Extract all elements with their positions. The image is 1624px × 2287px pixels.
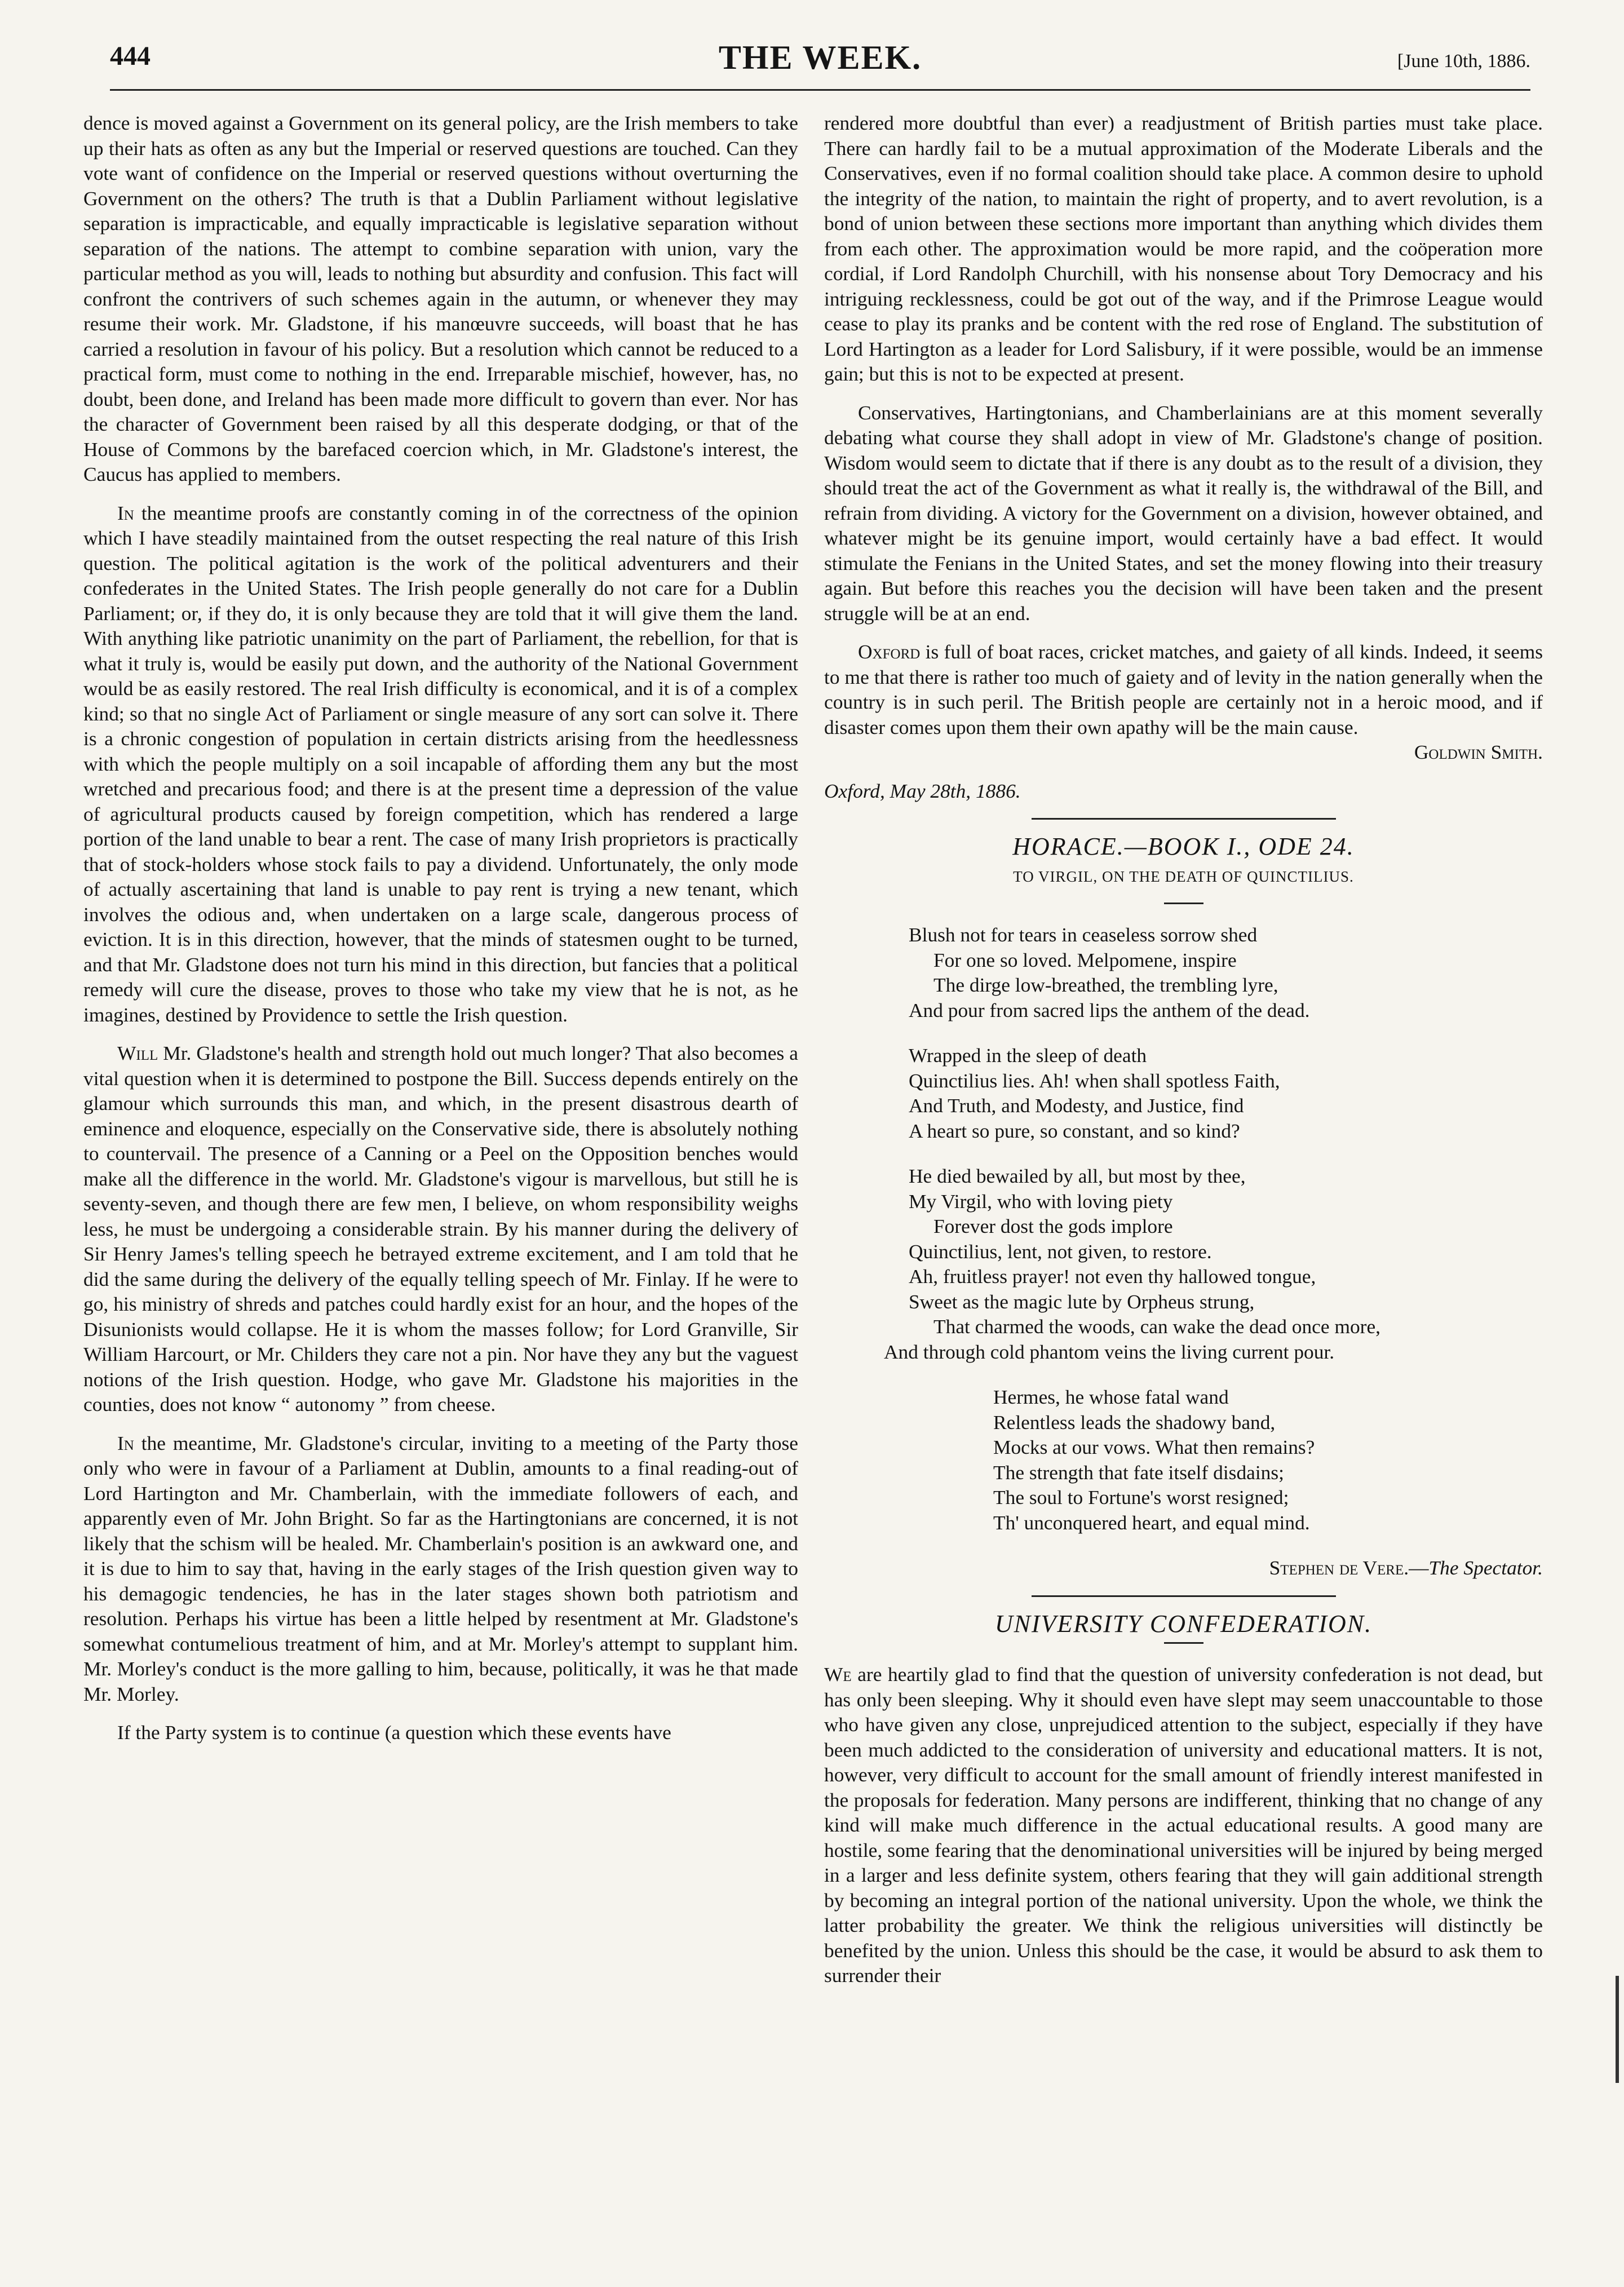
attribution-dash: — <box>1409 1556 1429 1579</box>
paragraph <box>824 1662 1543 1988</box>
dateline: Oxford, May 28th, 1886. <box>824 779 1021 802</box>
paragraph-text: are heartily glad to find that the question of university confederation is not dead, but has only been sleeping. Why it should even have slept may seem unaccountable to those who have given any close, unprejudiced attention to the subject, especially if they have been much addicted to the consideration of university and educational matters. It is not, however, very difficult to account for the small amount of friendly interest manifested in the proposals for federation. Many persons are indifferent, thinking that no change of any kind will make much difference in the actual educational results. A good many are hostile, some fearing that the denominational universities will be injured by being merged in a larger and less definite system, others fearing that they will gain additional strength by becoming an integral portion of the national university. Upon the whole, we think the latter probability the greater. We think the religious universities will distinctly be benefited by the union. Unless this should be the case, it would be absurd to ask them to surrender their <box>824 1663 1543 1987</box>
poem-line: Ah, fruitless prayer! not even thy hallowed tongue, <box>909 1265 1316 1288</box>
stanza <box>993 1384 1543 1535</box>
paragraph <box>83 501 798 1028</box>
poem-line: A heart so pure, so constant, and so kind? <box>909 1119 1240 1142</box>
poem-line: Sweet as the magic lute by Orpheus strung, <box>909 1290 1255 1313</box>
poem-title: HORACE.—BOOK I., ODE 24. <box>1012 833 1355 860</box>
section-divider <box>1032 818 1336 820</box>
paragraph <box>83 1431 798 1707</box>
poem-line: My Virgil, who with loving piety <box>909 1189 1173 1213</box>
author-signature: Goldwin Smith. <box>1414 741 1543 763</box>
issue-date: [June 10th, 1886. <box>1397 51 1530 72</box>
stanza <box>884 1164 1543 1364</box>
stanza <box>909 922 1543 1023</box>
short-divider <box>1164 1642 1203 1644</box>
poem-attribution <box>824 1555 1543 1581</box>
poem-line: He died bewailed by all, but most by thee, <box>909 1165 1246 1187</box>
paragraph-text: the meantime, Mr. Gladstone's circular, inviting to a meeting of the Party those only who were in favour of a Parliament at Dublin, amounts to a final reading-out of Lord Hartington and Mr. Chamberlain, with the immediate followers of each, and apparently even of Mr. John Bright. So far as the Hartingtonians are concerned, it is not likely that the schism will be healed. Mr. Chamberlain's position is an awkward one, and it is due to him to say that, having in the early stages of the Irish question given way to his demagogic tendencies, he has in the later stages shown both patriotism and resolution. Perhaps his virtue has been a little helped by resentment at Mr. Gladstone's somewhat contumelious treatment of him, and at Mr. Morley's attempt to supplant him. Mr. Morley's conduct is the more galling to him, because, politically, it was he that made Mr. Morley. <box>83 1431 798 1705</box>
section-title: UNIVERSITY CONFEDERATION. <box>994 1609 1373 1638</box>
poem-line: Forever dost the gods implore <box>933 1215 1173 1237</box>
paragraph <box>824 639 1543 740</box>
poem-line: Mocks at our vows. What then remains? <box>993 1436 1315 1458</box>
poem-line: The dirge low-breathed, the trembling lyre, <box>933 974 1278 996</box>
poem-line: Quinctilius lies. Ah! when shall spotless Faith, <box>909 1069 1280 1092</box>
poem-line: The strength that fate itself disdains; <box>993 1461 1284 1484</box>
publication-title: THE WEEK. <box>718 39 922 76</box>
poem-line: For one so loved. Melpomene, inspire <box>933 948 1237 971</box>
lead-word: Oxford <box>858 640 921 663</box>
paragraph <box>83 1041 798 1417</box>
section-divider <box>1032 1595 1336 1597</box>
poem-line: And through cold phantom veins the living current pour. <box>884 1340 1335 1363</box>
lead-word: In <box>117 501 134 524</box>
poem-line: Blush not for tears in ceaseless sorrow shed <box>909 923 1258 946</box>
poem-line: Wrapped in the sleep of death <box>909 1044 1147 1067</box>
paragraph: dence is moved against a Government on its general policy, are the Irish members to take up their hats as often as any but the Imperial or reserved questions are touched. Can they vote want of confidence on the Imperial or reserved questions without overturning the Government on the others? The truth is that a Dublin Parliament without legislative separation is impracticable, and equally impracticable is legislative separation without separation of the nations. The attempt to combine separation with union, vary the particular method as you will, leads to nothing but absurdity and confusion. This fact will confront the contrivers of such schemes again in the autumn, or whenever they may resume their work. Mr. Gladstone, if his manœuvre succeeds, will boast that he has carried a resolution in favour of his policy. But a resolution which cannot be reduced to a practical form, must come to nothing in the end. Irreparable mischief, however, has, no doubt, been done, and Ireland has been made more difficult to govern than ever. Nor has the character of Government been raised by all this desperate dodging, or that of the House of Commons by the barefaced coercion which, in Mr. Gladstone's interest, the Caucus has applied to members. <box>83 112 798 485</box>
poem-author: Stephen de Vere. <box>1269 1556 1409 1579</box>
poem-subtitle: TO VIRGIL, ON THE DEATH OF QUINCTILIUS. <box>1013 868 1354 885</box>
page-number: 444 <box>110 41 151 71</box>
poem-line: And pour from sacred lips the anthem of the dead. <box>909 998 1310 1021</box>
lead-word: We <box>824 1663 852 1686</box>
paragraph: Conservatives, Hartingtonians, and Chamberlainians are at this moment severally debating what course they shall adopt in view of Mr. Gladstone's change of position. Wisdom would seem to dictate that if there is any doubt as to the result of a division, they should treat the act of the Government as what it really is, the withdrawal of the Bill, and refrain from dividing. A victory for the Government on a division, however obtained, and whatever might be its genuine import, would certainly have a bad effect. It would stimulate the Fenians in the United States, and set the money flowing into their treasury again. But before this reaches you the decision will have been taken and the present struggle will be at an end. <box>824 401 1543 625</box>
paragraph: If the Party system is to continue (a question which these events have <box>117 1721 671 1744</box>
poem-line: Relentless leads the shadowy band, <box>993 1410 1276 1434</box>
margin-mark <box>1616 1976 1619 2083</box>
lead-word: In <box>117 1431 134 1454</box>
stanza <box>909 1043 1543 1143</box>
poem-line: That charmed the woods, can wake the dead once more, <box>933 1315 1381 1338</box>
poem-line: And Truth, and Modesty, and Justice, find <box>909 1094 1244 1117</box>
paragraph-text: the meantime proofs are constantly coming in of the correctness of the opinion which I have steadily maintained from the outset respecting the real nature of this Irish question. The political agitation is the work of the political adventurers and their confederates in the United States. The Irish people generally do not care for a Dublin Parliament; or, if they do, it is only because they are told that it will give them the land. With anything like patriotic unanimity on the part of Parliament, the rebellion, for that is what it truly is, would be easily put down, and the authority of the National Government would be as easily restored. The real Irish difficulty is economical, and it is of a complex kind; so that no single Act of Parliament or single measure of any sort can solve it. There is a chronic congestion of population in certain districts arising from the heedlessness with which the people multiply on a soil incapable of affording them any but the most wretched and precarious food; and there is at the present time a depression of the value of agricultural products caused by foreign competition, which has rendered a large portion of the land unable to bear a rent. The case of many Irish proprietors is practically that of stock-holders whose stock fails to pay a dividend. Unfortunately, the only mode of actually ascertaining that land is unable to pay rent is trying a new tenant, which involves the odious and, when undertaken on a large scale, dangerous process of eviction. It is in this direction, however, that the minds of statesmen ought to be turned, and that Mr. Gladstone does not turn his mind in this direction, but fancies that a political remedy will cure the disease, proves to those who take my view that he is not, as he imagines, destined by Providence to settle the Irish question. <box>83 501 798 1026</box>
poem-line: Hermes, he whose fatal wand <box>993 1386 1229 1408</box>
right-column <box>824 110 1543 2002</box>
poem-line: Quinctilius, lent, not given, to restore. <box>909 1240 1212 1263</box>
left-column <box>83 110 798 1759</box>
running-head <box>110 38 1530 91</box>
lead-word: Will <box>117 1042 158 1064</box>
poem-line: The soul to Fortune's worst resigned; <box>993 1486 1289 1509</box>
poem <box>884 922 1543 1535</box>
poem-line: Th' unconquered heart, and equal mind. <box>993 1511 1310 1534</box>
paragraph-text: Mr. Gladstone's health and strength hold out much longer? That also becomes a vital question when it is determined to postpone the Bill. Success depends entirely on the glamour which surrounds this man, and which, in the present disastrous dearth of eminence and eloquence, especially on the Conservative side, there is absolutely nothing to countervail. The presence of a Canning or a Peel on the Opposition benches would make all the difference in the world. Mr. Gladstone's vigour is marvellous, but still he is seventy-seven, and though there are few men, I believe, on whom responsibility weighs less, he must be undergoing a considerable strain. By his manner during the delivery of Sir Henry James's telling speech he betrayed extreme excitement, and I am told that he did the same during the delivery of the equally telling speech of Mr. Finlay. If he were to go, his ministry of shreds and patches could hardly exist for an hour, and the hopes of the Disunionists would collapse. He it is whom the masses follow; for Lord Granville, Sir William Harcourt, or Mr. Childers they care not a pin. Nor have they any but the vaguest notions of the Irish question. Hodge, who gave Mr. Gladstone his majorities in the counties, does not know “ autonomy ” from cheese. <box>83 1042 798 1415</box>
poem-source: The Spectator. <box>1428 1556 1543 1579</box>
paragraph: rendered more doubtful than ever) a readjustment of British parties must take place. There can hardly fail to be a mutual approximation of the Moderate Liberals and the Conservatives, even if no formal coalition should take place. A common desire to uphold the integrity of the nation, to maintain the right of property, and to avert revolution, is a bond of union between these sections more important than anything which divides them from each other. The approximation would be more rapid, and the coöperation more cordial, if Lord Randolph Churchill, with his nonsense about Tory Democracy and his intriguing recklessness, could be got out of the way, and if the Primrose League would cease to play its pranks and be content with the red rose of England. The substitution of Lord Hartington as a leader for Lord Salisbury, if it were possible, would be an immense gain; but this is not to be expected at present. <box>824 112 1543 385</box>
paragraph-text: is full of boat races, cricket matches, and gaiety of all kinds. Indeed, it seems to me that there is rather too much of gaiety and of levity in the nation generally when the country is in such peril. The British people are certainly not in a heroic mood, and if disaster comes upon them their own apathy will be the main cause. <box>824 640 1543 738</box>
short-divider <box>1164 903 1203 904</box>
